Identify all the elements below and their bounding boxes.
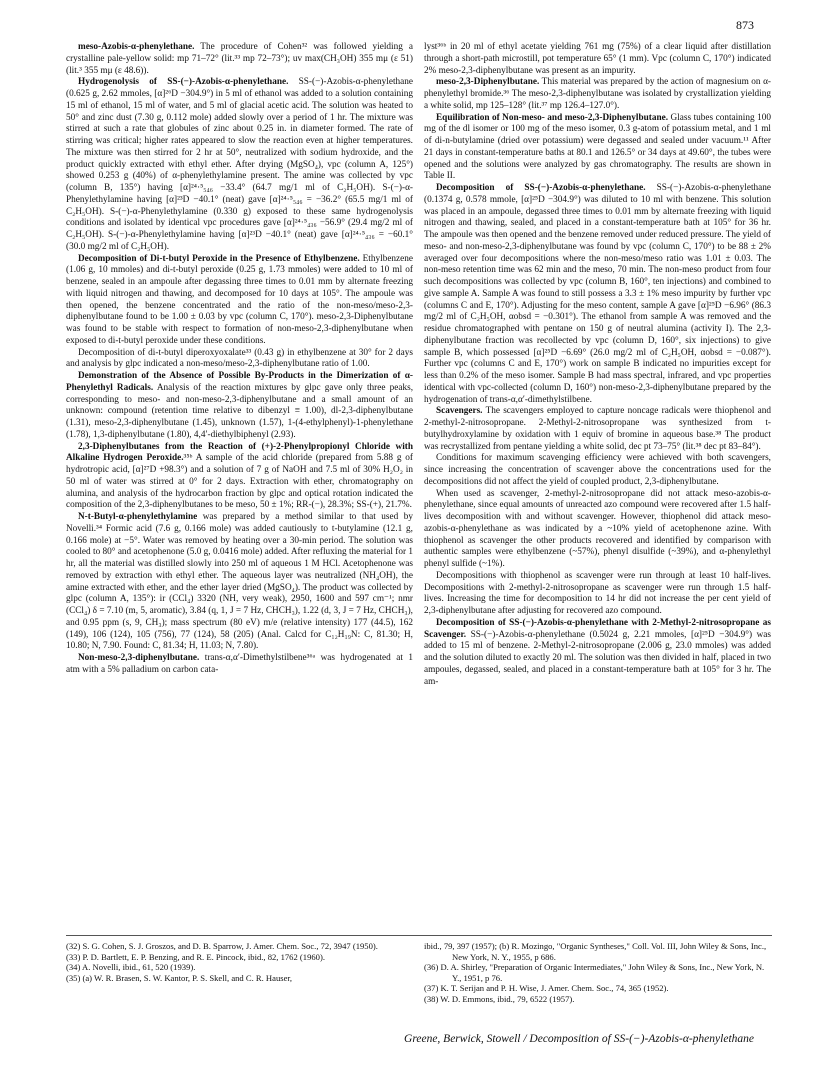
paragraph: lyst³⁶ᵇ in 20 ml of ethyl acetate yielding 761 mg (75%) of a clear liquid after distillation through a short-path microstill, pot temperature 65° (1 mm). Vpc (column C, 170°) indicated 2% meso-2,3-diphenylbutane was present as an impurity. <box>424 42 771 76</box>
footnote: (37) K. T. Serijan and P. H. Wise, J. Amer. Chem. Soc., 74, 365 (1952). <box>424 983 669 994</box>
paragraph: Decomposition of SS-(−)-Azobis-α-phenylethane. SS-(−)-Azobis-α-phenylethane (0.1374 g, 0.578 mmole, [α]²⁵D −304.9°) was diluted to 10 ml with benzene. This solution was placed in an ampoule, degassed three times to 0.01 mm by alternate freezing with liquid nitrogen and thawing, sealed, and placed in a constant-temperature bath at 105° for 36 hr. The ampoule was then opened and the benzene removed under reduced pressure. The yield of meso- and non-meso-2,3-diphenylbutane was found by vpc (column C, 170°) to be 88 ± 2% averaged over four decompositions where the non-meso/meso ratio was 1.01 ± 0.03. The non-meso retention time was 62 min and the meso, 70 min. The non-meso product from four such decompositions was collected by vpc (column B, 160°, ten injections) and combined to give sample A. Sample A was found to still possess a 3.3 ± 1% meso impurity by further vpc (columns C and E, 170°). Adjusting for the meso content, sample A gave [α]²⁵D −6.96° (86.3 mg/2 ml of C₂H₅OH, αobsd = −0.301°). The ethanol from sample A was removed and the residue chromatographed with pentane on 150 g of neutral alumina (activity I). The 2,3-diphenylbutane fraction was recollected by vpc (column D, 160°, six injections) to give sample B, which possessed [α]²⁵D −6.69° (26.0 mg/2 ml of C₂H₅OH, αobsd = −0.087°). Further vpc (columns C and E, 170°) work on sample B indicated no impurities except for less than 0.2% of the meso isomer. Sample B had mass spectral, infrared, and vpc properties identical with vpc-collected (column D, 160°) non-meso-2,3-diphenylbutane prepared by the hydrogenation of trans-α,α′-dimethylstilbene. <box>424 183 772 405</box>
footnote: ibid., 79, 397 (1957); (b) R. Mozingo, "Organic Syntheses," Coll. Vol. III, John Wiley & Sons, Inc., New York, N. Y., 1955, p 686. <box>424 941 767 962</box>
footnote: (32) S. G. Cohen, S. J. Groszos, and D. B. Sparrow, J. Amer. Chem. Soc., 72, 3947 (1950). <box>66 941 378 951</box>
paragraph: Demonstration of the Absence of Possible By-Products in the Dimerization of α-Phenylethyl Radicals. Analysis of the reaction mixtures by glpc gave only three peaks, corresponding to meso- and non-meso-2,3-diphenylbutane and a small amount of an unknown: compound (retention time relative to dibenzyl ≡ 1.00), dl-2,3-diphenylbutane (1.31), meso-2,3-diphenylbutane (1.45), unknown (1.57), 1-(4-ethylphenyl)-1-phenylethane (1.78), 1,3-diphenylbutane (1.80), 4,4′-diethylbiphenyl (2.93). <box>66 371 414 440</box>
paragraph: Decomposition of di-t-butyl diperoxyoxalate³³ (0.43 g) in ethylbenzene at 30° for 2 days and analysis by glpc indicated a non-meso/meso-2,3-diphenylbutane ratio of 1.00. <box>66 347 413 370</box>
paragraph: Scavengers. The scavengers employed to capture noncage radicals were thiophenol and 2-methyl-2-nitrosopropane. 2-Methyl-2-nitrosopropane was synthesized from t-butylhydroxylamine by oxidation with 1 equiv of bromine in aqueous base.³⁸ The product was recrystallized from pentane yielding a white solid, dec pt 73–75° (lit.³⁸ dec pt 83–84°). <box>424 406 771 452</box>
footnote: (38) W. D. Emmons, ibid., 79, 6522 (1957). <box>424 993 575 1004</box>
running-footer: Greene, Berwick, Stowell / Decomposition of SS-(−)-Azobis-α-phenylethane <box>404 1033 754 1045</box>
paragraph: Hydrogenolysis of SS-(−)-Azobis-α-phenylethane. SS-(−)-Azobis-α-phenylethane (0.625 g, 2.62 mmoles, [α]²⁶D −304.9°) in 5 ml of ethanol was added to a solution containing 15 ml of ethanol, 15 ml of water, and 5 ml of glacial acetic acid. The solution was heated to 50° and zinc dust (7.30 g, 0.112 mole) added slowly over a period of 1 hr. The mixture was stirred at such a rate that globules of zinc about 0.25 in. in diameter formed. The rate of stirring was critical; higher rates appeared to slow the reaction even at higher temperatures. The mixture was then stirred for 2 hr at 50°, neutralized with sodium hydroxide, and the product quickly extracted with ethyl ether. After drying (MgSO₄), vpc (column A, 125°) showed 0.253 g (40%) of α-phenylethylamine present. The amine was collected by vpc (column B, 135°) having [α]²⁴·⁵₅₄₆ −33.4° (64.7 mg/1 ml of C₂H₅OH). S-(−)-α-Phenylethylamine having [α]²³D −40.1° (neat) gave [α]²⁴·⁵₅₄₆ = −36.2° (65.5 mg/1 ml of C₂H₅OH). S-(−)-α-Phenylethylamine (0.330 g) exposed to these same hydrogenolysis conditions and isolated by identical vpc procedures gave [α]²⁴·⁵₄₃₆ −56.9° (29.4 mg/2 ml of C₂H₅OH). S-(−)-α-Phenylethylamine having [α]²³D −40.1° (neat) gave [α]²⁴·⁵₄₃₆ = −60.1° (30.0 mg/2 ml of C₂H₅OH). <box>66 77 413 252</box>
left-column <box>66 42 413 677</box>
footnote: (34) A. Novelli, ibid., 61, 520 (1939). <box>66 962 196 973</box>
footnotes-right <box>424 941 771 1005</box>
right-column <box>424 42 771 688</box>
paragraph: Non-meso-2,3-diphenylbutane. trans-α,α′-Dimethylstilbene³⁶ᵃ was hydrogenated at 1 atm with a 5% palladium on carbon cata- <box>66 653 413 675</box>
footnote: (36) D. A. Shirley, "Preparation of Organic Intermediates," John Wiley & Sons, Inc., New York, N. Y., 1951, p 76. <box>424 962 765 983</box>
paragraph: Decomposition of SS-(−)-Azobis-α-phenylethane with 2-Methyl-2-nitrosopropane as Scavenger. SS-(−)-Azobis-α-phenylethane (0.5024 g, 2.21 mmoles, [α]²⁵D −304.9°) was added to 15 ml of benzene. 2-Methyl-2-nitrosopropane (2.006 g, 23.0 mmoles) was added and the solution diluted to exactly 20 ml. The solution was then divided in half, placed in two ampoules, degassed, sealed, and placed in a constant-temperature bath at 105° for 3 hr. The am- <box>424 617 771 687</box>
footnote: (33) P. D. Bartlett, E. P. Benzing, and R. E. Pincock, ibid., 82, 1762 (1960). <box>66 951 325 962</box>
footnote-rule <box>66 935 772 936</box>
paragraph: When used as scavenger, 2-methyl-2-nitrosopropane did not attack meso-azobis-α-phenylethane, since equal amounts of unreacted azo compound were recovered after 1.5 half-lives decomposition with and without scavenger. However, thiophenol did attack meso-azobis-α-phenylethane as was indicated by a ~10% yield of acetophenone azine. With thiophenol as scavenger the other products recovered and identified by comparison with authentic samples were ethylbenzene (~57%), phenyl disulfide (~39%), and α-phenylethyl phenyl sulfide (~1%). <box>424 488 771 569</box>
paragraph: meso-Azobis-α-phenylethane. The procedure of Cohen³² was followed yielding a crystalline pale-yellow solid: mp 71–72° (lit.³³ mp 72–73°); uv max(CH₃OH) 355 mμ (ε 51) (lit.³ 355 mμ (ε 48.6)). <box>66 42 413 76</box>
paragraph: Decompositions with thiophenol as scavenger were run through at least 10 half-lives. Decompositions with 2-methyl-2-nitrosopropane as scavenger were run through 1.5 half-lives. Increasing the time for decomposition to 14 hr did not increase the per cent yield of 2,3-diphenylbutane after adjusting for recovered azo compound. <box>424 570 771 616</box>
paragraph: meso-2,3-Diphenylbutane. This material was prepared by the action of magnesium on α-phenylethyl bromide.³⁶ The meso-2,3-diphenylbutane was isolated by crystallization yielding a white solid, mp 125–128° (lit.³⁷ mp 126.4–127.0°). <box>424 77 771 111</box>
paragraph: Conditions for maximum scavenging efficiency were achieved with both scavengers, since increasing the concentration of scavenger above the concentrations used for the decompositions did not affect the yield of coupled product, 2,3-diphenylbutane. <box>424 453 771 487</box>
footnotes-left <box>66 941 413 983</box>
footnote: (35) (a) W. R. Brasen, S. W. Kantor, P. S. Skell, and C. R. Hauser, <box>66 972 293 983</box>
paragraph: 2,3-Diphenylbutanes from the Reaction of (+)-2-Phenylpropionyl Chloride with Alkaline Hydrogen Peroxide.³⁵ᵇ A sample of the acid chloride (prepared from 5.88 g of hydrotropic acid, [α]²⁷D +98.3°) and a solution of 7 g of NaOH and 7.5 ml of 30% H₂O₂ in 50 ml of water was stirred at 0° for 2 days. Extraction with ether, chromatography on alumina, and analysis of the hydrocarbon fraction by glpc and optical rotation indicated the composition of the 2,3-diphenylbutanes to be meso, 50 ± 1%; RR-(−), 28.3%; SS-(+), 21.7%. <box>66 441 414 511</box>
paragraph: N-t-Butyl-α-phenylethylamine was prepared by a method similar to that used by Novelli.³⁴ Formic acid (7.6 g, 0.166 mole) was added cautiously to t-butylamine (12.1 g, 0.166 mole) at −5°. Water was removed by heating over a 30-min period. The solution was cooled to 80° and acetophenone (5.0 g, 0.0416 mole) added. After refluxing the material for 1 hr, all the material was distilled slowly into 250 ml of aqueous 1 M HCl. Acetophenone was removed by extraction with ethyl ether. The aqueous layer was neutralized (NH₄OH), the amine extracted with ether, and the ether layer dried (MgSO₄). The product was collected by glpc (column A, 135°): ir (CCl₄) 3320 (NH, very weak), 2950, 1600 and 597 cm⁻¹; nmr (CCl₄) δ = 7.10 (m, 5, aromatic), 3.84 (q, 1, J = 7 Hz, CHCH₃), 1.22 (d, 3, J = 7 Hz, CHCH₃), and 0.95 ppm (s, 9, CH₃); mass spectrum (80 eV) m/e (relative intensity) 177 (44.5), 162 (149), 106 (124), 105 (756), 77 (124), 58 (205) (Anal. Calcd for C₁₂H₁₉N: C, 81.30; H, 10.80; N, 7.90. Found: C, 81.34; H, 11.03; N, 7.80). <box>66 512 413 652</box>
paragraph: Decomposition of Di-t-butyl Peroxide in the Presence of Ethylbenzene. Ethylbenzene (1.06 g, 10 mmoles) and di-t-butyl peroxide (0.25 g, 1.73 mmoles) were added to 10 ml of benzene, sealed in an ampoule after degassing three times to 0.01 mm by alternate freezing with liquid nitrogen and thawing, and decomposed for 10 days at 105°. The ampoule was then opened, the benzene concentrated and the ratio of the non-meso/meso-2,3-diphenylbutane found to be 1.00 ± 0.03 by vpc (column C, 170°). meso-2,3-Diphenylbutane was found to be stable with respect to formation of non-meso-2,3-diphenylbutane when exposed to di-t-butyl peroxide under these conditions. <box>66 253 413 346</box>
paragraph: Equilibration of Non-meso- and meso-2,3-Diphenylbutane. Glass tubes containing 100 mg of the dl isomer or 100 mg of the meso isomer, 0.3 g-atom of potassium metal, and 1 ml of di-n-butylamine (dried over potassium) were degassed and sealed under vacuum.¹¹ After 21 days in constant-temperature baths at 80.1 and 126.5° or 34 days at 49.60°, the tubes were opened and the solutions were analyzed by gas chromatography. The results are shown in Table II. <box>424 112 771 182</box>
page-number: 873 <box>736 18 754 32</box>
